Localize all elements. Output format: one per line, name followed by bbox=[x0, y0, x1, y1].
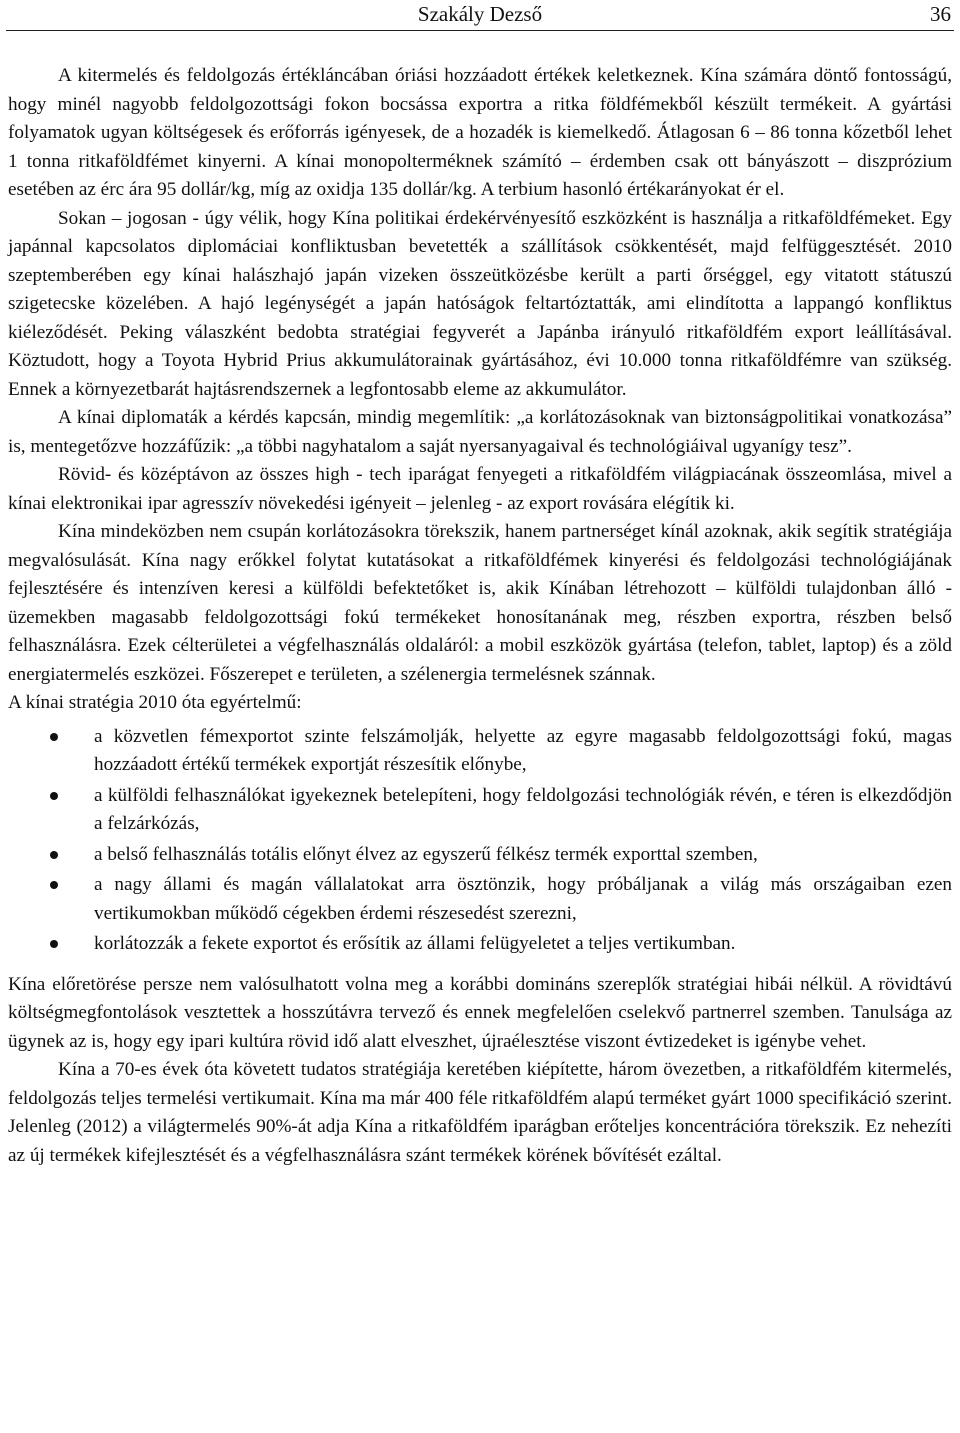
bullet-icon bbox=[50, 733, 58, 741]
list-item-text: a külföldi felhasználókat igyekeznek betelepíteni, hogy feldolgozási technológiák révén, e téren is elkezdődjön a felzárkózás, bbox=[94, 784, 952, 834]
list-item bbox=[8, 782, 952, 839]
paragraph-value-chain: A kitermelés és feldolgozás értékláncában óriási hozzáadott értékek keletkeznek. Kína számára döntő fontosságú, hogy minél nagyobb feldolgozottsági fokon bocsássa exportra a ritka földfémekből készült termékeit. A gyártási folyamatok ugyan költségesek és erőforrás igényesek, de a hozadék is kiemelkedő. Átlagosan 6 – 86 tonna kőzetből lehet 1 tonna ritkaföldfémet kinyerni. A kínai monopolterméknek számító – érdemben csak ott bányászott – diszprózium esetében az érc ára 95 dollár/kg, míg az oxidja 135 dollár/kg. A terbium hasonló értékarányokat ér el. bbox=[8, 65, 952, 200]
document-body bbox=[8, 62, 952, 1170]
list-item-text: a közvetlen fémexportot szinte felszámolják, helyette az egyre magasabb feldolgozottsági fokú, magas hozzáadott értékű termékek exportját részesítik előnybe, bbox=[94, 725, 952, 775]
bullet-icon bbox=[50, 881, 58, 889]
paragraph-partnership: Kína mindeközben nem csupán korlátozásokra törekszik, hanem partnerséget kínál azoknak, akik segítik stratégiája megvalósulását. Kína nagy erőkkel folytat kutatásokat a ritkaföldfémek kinyerési és feldolgozási technológiájának fejlesztésére és intenzíven keresi a külföldi befektetőket is, akik Kínában létrehozott – külföldi tulajdonban álló - üzemekben magasabb feldolgozottsági fokú termékeket honosítanának meg, részben exportra, részben belső felhasználásra. Ezek célterületei a végfelhasználás oldaláról: a mobil eszközök gyártása (telefon, tablet, laptop) és a zöld energiatermelés eszközei. Főszerepet e területen, a szélenergia termelésnek szánnak. bbox=[8, 521, 952, 685]
paragraph-diplomats: A kínai diplomaták a kérdés kapcsán, mindig megemlítik: „a korlátozásoknak van biztonságpolitikai vonatkozása” is, mentegetőzve hozzáfűzik: „a többi nagyhatalom a saját nyersanyagaival és technológiáival ugyanígy tesz”. bbox=[8, 407, 952, 457]
strategy-intro: A kínai stratégia 2010 óta egyértelmű: bbox=[8, 692, 302, 713]
list-item-text: korlátozzák a fekete exportot és erősítik az állami felügyeletet a teljes vertikumban. bbox=[94, 933, 736, 954]
paragraph-strategic-errors: Kína előretörése persze nem valósulhatott volna meg a korábbi domináns szereplők stratégiai hibái nélkül. A rövidtávú költségmegfontolások vesztettek a hosszútávra tervező és ennek megfelelően cselekvő partnerrel szemben. Tanulsága az ügynek az is, hogy egy ipari kultúra rövid idő alatt elveszhet, újraélesztése viszont évtizedeket is igénybe vehet. bbox=[8, 973, 952, 1052]
list-item bbox=[8, 930, 952, 959]
strategy-bullet-list bbox=[8, 723, 952, 959]
running-header bbox=[6, 0, 954, 31]
spacer bbox=[8, 961, 952, 971]
header-author: Szakály Dezső bbox=[417, 2, 543, 26]
bullet-icon bbox=[50, 792, 58, 800]
list-item bbox=[8, 723, 952, 780]
list-item bbox=[8, 841, 952, 870]
list-item-text: a nagy állami és magán vállalatokat arra ösztönzik, hogy próbáljanak a világ más országaiban ezen vertikumokban működő cégekben érdemi részesedést szerezni, bbox=[94, 874, 952, 924]
paragraph-political-leverage: Sokan – jogosan - úgy vélik, hogy Kína politikai érdekérvényesítő eszközként is használja a ritkaföldfémeket. Egy japánnal kapcsolatos diplomáciai konfliktusban bevetették a szállítások csökkentését, majd felfüggesztését. 2010 szeptemberében egy kínai halászhajó japán vizeken összeütközésbe került a parti őrséggel, egy vitatott státuszú szigetecske közelében. A hajó legénységét a japán hatóságok feltartóztatták, ami elindította a lappangó konfliktus kiéleződését. Peking válaszként bedobta stratégiai fegyverét a Japánba irányuló ritkaföldfém export leállításával. Köztudott, hogy a Toyota Hybrid Prius akkumulátorainak gyártásához, évi 10.000 tonna ritkaföldfémre van szükség. Ennek a környezetbarát hajtásrendszernek a legfontosabb eleme az akkumulátor. bbox=[8, 207, 952, 400]
list-item bbox=[8, 871, 952, 928]
list-item-text: a belső felhasználás totális előnyt élvez az egyszerű félkész termék exporttal szemben, bbox=[94, 843, 758, 865]
bullet-icon bbox=[50, 851, 58, 859]
page-number: 36 bbox=[930, 2, 951, 26]
bullet-icon bbox=[50, 940, 58, 948]
paragraph-production-verticals: Kína a 70-es évek óta követett tudatos stratégiája keretében kiépítette, három övezetben, a ritkaföldfém kitermelés, feldolgozás teljes termelési vertikumait. Kína ma már 400 féle ritkaföldfém alapú terméket gyárt 1000 specifikáció szerint. Jelenleg (2012) a világtermelés 90%-át adja Kína a ritkaföldfém iparágban erőteljes koncentrációra törekszik. Ez nehezíti az új termékek kifejlesztését és a végfelhasználásra szánt termékek körének bővítését ezáltal. bbox=[8, 1059, 952, 1166]
paragraph-high-tech-threat: Rövid- és középtávon az összes high - tech iparágat fenyegeti a ritkaföldfém világpiacának összeomlása, mivel a kínai elektronikai ipar agresszív növekedési igényeit – jelenleg - az export rovására elégítik ki. bbox=[8, 464, 952, 514]
